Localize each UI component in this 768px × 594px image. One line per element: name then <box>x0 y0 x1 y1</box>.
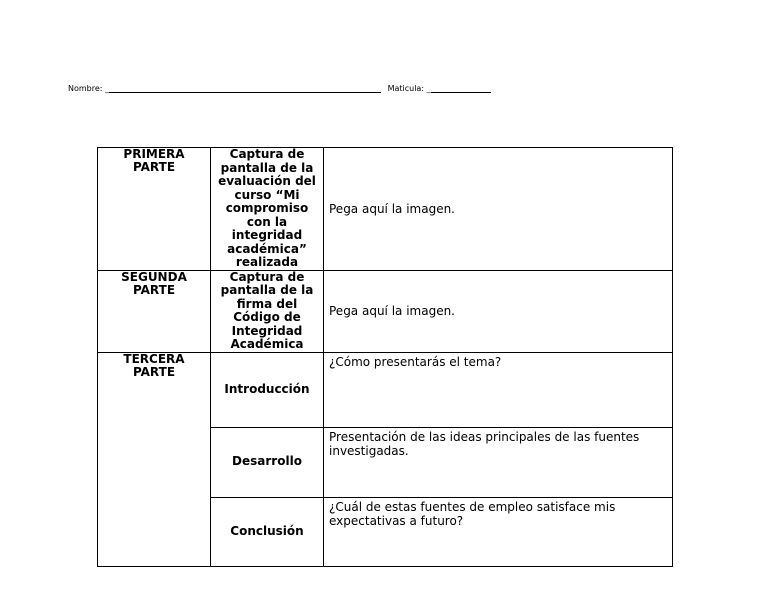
name-label: Nombre: _ <box>68 84 110 93</box>
desarrollo-label: Desarrollo <box>211 427 324 497</box>
intro-content[interactable]: ¿Cómo presentarás el tema? <box>324 352 673 427</box>
part2-label: SEGUNDA PARTE <box>98 270 211 352</box>
matricula-blank[interactable] <box>431 83 491 93</box>
table-row <box>98 270 673 352</box>
part1-label: PRIMERA PARTE <box>98 148 211 271</box>
part1-desc: Captura de pantalla de la evaluación del curso “Mi compromiso con la integridad académica” realizada <box>211 148 324 271</box>
part1-content[interactable]: Pega aquí la imagen. <box>324 148 673 271</box>
matricula-label: Maticula: _ <box>387 84 431 93</box>
part3-label: TERCERA PARTE <box>98 352 211 566</box>
name-blank[interactable] <box>109 83 381 93</box>
table-row <box>98 352 673 427</box>
table-row <box>98 148 673 271</box>
conclusion-content[interactable]: ¿Cuál de estas fuentes de empleo satisface mis expectativas a futuro? <box>324 497 673 566</box>
conclusion-label: Conclusión <box>211 497 324 566</box>
intro-label: Introducción <box>211 352 324 427</box>
assignment-table <box>97 147 673 567</box>
part2-content[interactable]: Pega aquí la imagen. <box>324 270 673 352</box>
part2-desc: Captura de pantalla de la firma del Código de Integridad Académica <box>211 270 324 352</box>
header-line <box>68 83 491 93</box>
desarrollo-content[interactable]: Presentación de las ideas principales de las fuentes investigadas. <box>324 427 673 497</box>
